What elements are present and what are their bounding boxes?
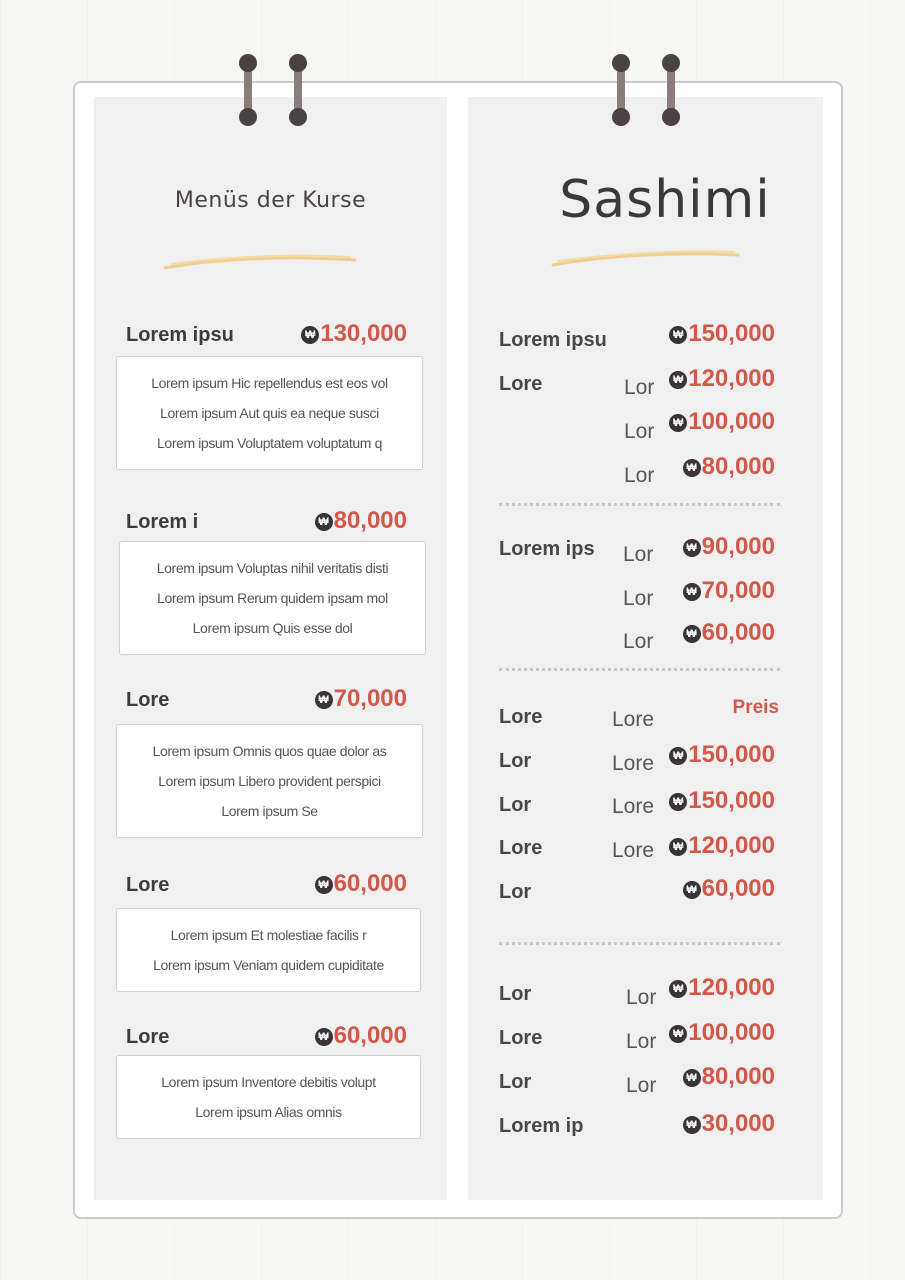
course-price: ₩ 60,000 — [315, 1022, 407, 1050]
sashimi-price: ₩ 80,000 — [683, 453, 775, 481]
sashimi-portion: Lor — [623, 587, 654, 610]
course-description-box — [119, 541, 426, 655]
sashimi-portion: Lor — [626, 986, 657, 1009]
courses-title: Menüs der Kurse — [174, 188, 367, 213]
sashimi-price: ₩ 60,000 — [683, 875, 775, 903]
won-coin-icon: ₩ — [669, 326, 687, 344]
sashimi-portion: Lore — [612, 795, 655, 818]
sashimi-item-name: Lor — [499, 983, 532, 1005]
won-coin-icon: ₩ — [683, 459, 701, 477]
course-price: ₩ 70,000 — [315, 685, 407, 713]
won-coin-icon: ₩ — [669, 838, 687, 856]
course-description-box — [116, 908, 421, 992]
binder-ring-icon — [611, 54, 631, 126]
description-line: Lorem ipsum Voluptas nihil veritatis disti — [156, 560, 389, 576]
description-line: Lorem ipsum Et molestiae facilis r — [170, 927, 367, 943]
sashimi-portion: Lor — [626, 1030, 657, 1053]
sashimi-price: ₩ 120,000 — [669, 365, 775, 393]
sashimi-portion: Lor — [624, 464, 655, 487]
won-coin-icon: ₩ — [315, 1028, 333, 1046]
sashimi-price: ₩ 90,000 — [683, 533, 775, 561]
sashimi-portion: Lor — [626, 1074, 657, 1097]
sashimi-price: ₩ 120,000 — [669, 974, 775, 1002]
sashimi-price: ₩ 150,000 — [669, 741, 775, 769]
sashimi-item-name: Lor — [499, 1071, 532, 1093]
won-coin-icon: ₩ — [315, 876, 333, 894]
sashimi-item-name: Lore — [499, 837, 543, 859]
course-price: ₩ 130,000 — [301, 320, 407, 348]
description-line: Lorem ipsum Alias omnis — [195, 1104, 342, 1120]
won-coin-icon: ₩ — [669, 371, 687, 389]
course-price: ₩ 80,000 — [315, 507, 407, 535]
sashimi-item-name: Lore — [499, 706, 543, 728]
description-line: Lorem ipsum Aut quis ea neque susci — [160, 405, 379, 421]
sashimi-portion: Lore — [612, 708, 655, 731]
description-line: Lorem ipsum Quis esse dol — [192, 620, 353, 636]
sashimi-title: Sashimi — [559, 170, 771, 230]
sashimi-portion: Lore — [612, 839, 655, 862]
won-coin-icon: ₩ — [315, 513, 333, 531]
won-coin-icon: ₩ — [315, 691, 333, 709]
description-line: Lorem ipsum Se — [221, 803, 318, 819]
binder-ring-icon — [288, 54, 308, 126]
dotted-divider — [499, 668, 780, 671]
won-coin-icon: ₩ — [683, 539, 701, 557]
brush-swoosh-icon — [160, 248, 360, 274]
sashimi-price: ₩ 70,000 — [683, 577, 775, 605]
course-description-box — [116, 724, 423, 838]
won-coin-icon: ₩ — [669, 1025, 687, 1043]
sashimi-portion: Lore — [612, 752, 655, 775]
dotted-divider — [499, 503, 780, 506]
sashimi-item-name: Lorem ips — [499, 538, 595, 560]
course-description-box — [116, 1055, 421, 1139]
sashimi-price: ₩ 150,000 — [669, 787, 775, 815]
course-name: Lore — [126, 689, 170, 711]
sashimi-price: ₩ 150,000 — [669, 320, 775, 348]
binder-ring-icon — [238, 54, 258, 126]
description-line: Lorem ipsum Voluptatem voluptatum q — [157, 435, 382, 451]
sashimi-price: ₩ 60,000 — [683, 619, 775, 647]
won-coin-icon: ₩ — [683, 1116, 701, 1134]
sashimi-portion: Lor — [623, 543, 654, 566]
sashimi-portion: Lor — [624, 420, 655, 443]
course-description-box — [116, 356, 423, 470]
won-coin-icon: ₩ — [683, 583, 701, 601]
sashimi-portion: Lor — [623, 630, 654, 653]
won-coin-icon: ₩ — [683, 625, 701, 643]
sashimi-item-name: Lorem ip — [499, 1115, 584, 1137]
dotted-divider — [499, 942, 780, 945]
description-line: Lorem ipsum Veniam quidem cupiditate — [153, 957, 384, 973]
description-line: Lorem ipsum Rerum quidem ipsam mol — [157, 590, 388, 606]
binder-ring-icon — [661, 54, 681, 126]
description-line: Lorem ipsum Omnis quos quae dolor as — [152, 743, 387, 759]
sashimi-price: ₩ 80,000 — [683, 1063, 775, 1091]
brush-swoosh-icon — [548, 244, 748, 270]
sashimi-price: ₩ 30,000 — [683, 1110, 775, 1138]
course-name: Lore — [126, 874, 170, 896]
description-line: Lorem ipsum Hic repellendus est eos vol — [151, 375, 388, 391]
won-coin-icon: ₩ — [669, 747, 687, 765]
sashimi-item-name: Lor — [499, 750, 532, 772]
course-name: Lorem i — [126, 511, 199, 533]
price-column-label: Preis — [732, 697, 779, 718]
sashimi-price: ₩ 100,000 — [669, 408, 775, 436]
sashimi-item-name: Lor — [499, 794, 532, 816]
description-line: Lorem ipsum Libero provident perspici — [158, 773, 381, 789]
won-coin-icon: ₩ — [669, 414, 687, 432]
course-price: ₩ 60,000 — [315, 870, 407, 898]
won-coin-icon: ₩ — [669, 980, 687, 998]
won-coin-icon: ₩ — [301, 326, 319, 344]
sashimi-price: ₩ 100,000 — [669, 1019, 775, 1047]
course-name: Lorem ipsu — [126, 324, 234, 346]
sashimi-item-name: Lor — [499, 881, 532, 903]
course-name: Lore — [126, 1026, 170, 1048]
won-coin-icon: ₩ — [683, 881, 701, 899]
sashimi-item-name: Lorem ipsu — [499, 329, 607, 351]
sashimi-portion: Lor — [624, 376, 655, 399]
won-coin-icon: ₩ — [683, 1069, 701, 1087]
sashimi-item-name: Lore — [499, 1027, 543, 1049]
sashimi-price: ₩ 120,000 — [669, 832, 775, 860]
won-coin-icon: ₩ — [669, 793, 687, 811]
sashimi-item-name: Lore — [499, 373, 543, 395]
description-line: Lorem ipsum Inventore debitis volupt — [161, 1074, 376, 1090]
